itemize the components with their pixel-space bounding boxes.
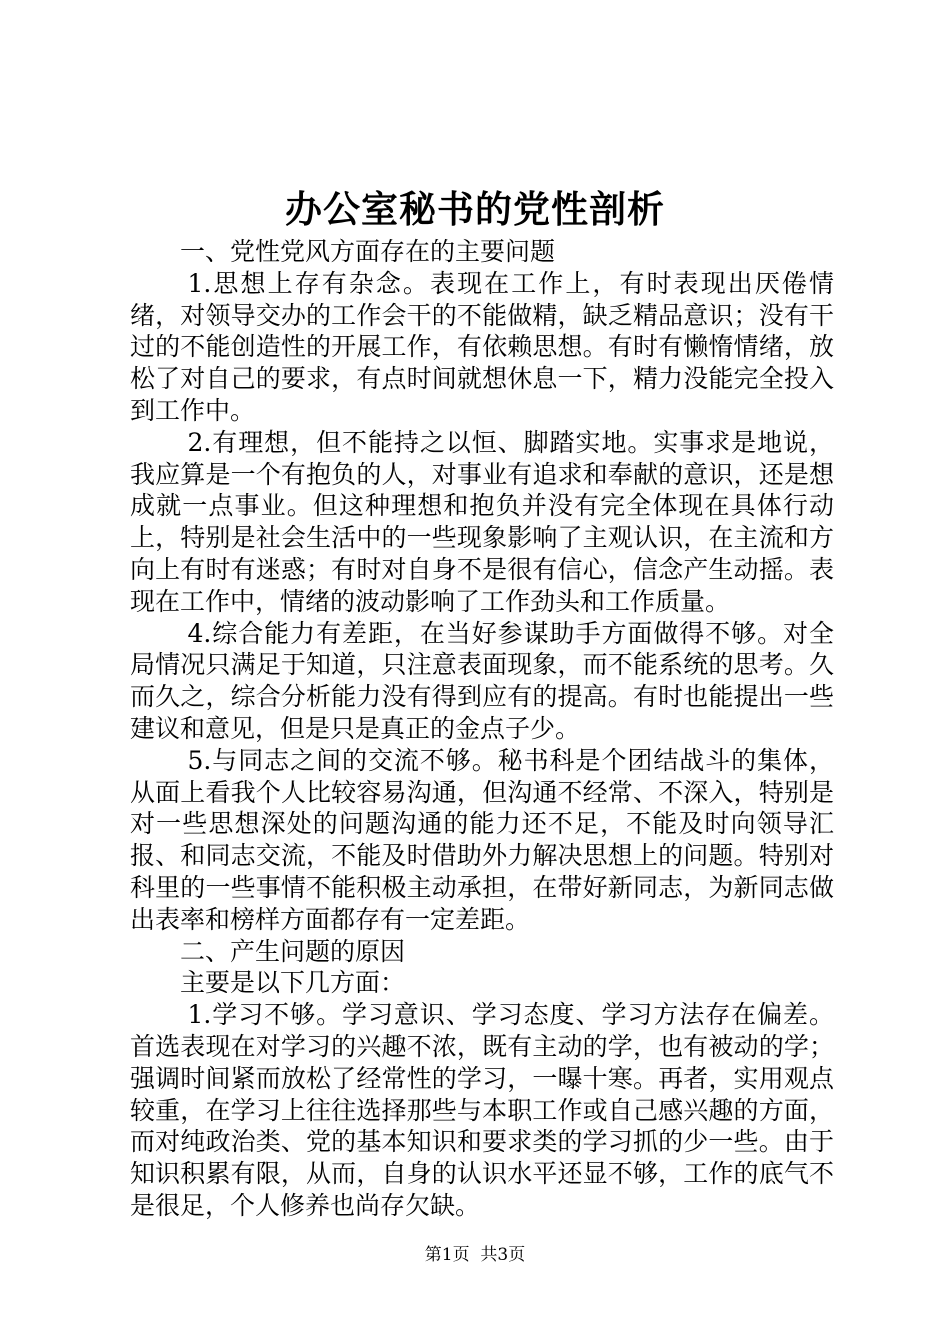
paragraph-problem-5: 5.与同志之间的交流不够。秘书科是个团结战斗的集体，从面上看我个人比较容易沟通，但沟通不经常、不深入，特别是对一些思想深处的问题沟通的能力还不足，不能及时向领导汇报、和同志交流，不能及时借助外力解决思想上的问题。特别对科里的一些事情不能积极主动承担，在带好新同志，为新同志做出表率和榜样方面都存有一定差距。 (130, 745, 834, 934)
paragraph-problem-4: 4.综合能力有差距，在当好参谋助手方面做得不够。对全局情况只满足于知道，只注意表面现象，而不能系统的思考。久而久之，综合分析能力没有得到应有的提高。有时也能提出一些建议和意见，但是只是真正的金点子少。 (130, 618, 834, 743)
paragraph-problem-1: 1.思想上存有杂念。表现在工作上，有时表现出厌倦情绪，对领导交办的工作会干的不能做精，缺乏精品意识；没有干过的不能创造性的开展工作，有依赖思想。有时有懒惰情绪，放松了对自己的要求，有点时间就想休息一下，精力没能完全投入到工作中。 (130, 268, 834, 425)
document-title: 办公室秘书的党性剖析 (285, 187, 665, 231)
page-total: 共3页 (480, 1245, 526, 1265)
paragraph-cause-1: 1.学习不够。学习意识、学习态度、学习方法存在偏差。首选表现在对学习的兴趣不浓，既有主动的学，也有被动的学；强调时间紧而放松了经常性的学习，一曝十寒。再者，实用观点较重，在学习上往往选择那些与本职工作或自己感兴趣的方面，而对纯政治类、党的基本知识和要求类的学习抓的少一些。由于知识积累有限，从而，自身的认识水平还显不够，工作的底气不是很足，个人修养也尚存欠缺。 (130, 1000, 834, 1220)
page-number: 第1页 (424, 1245, 470, 1265)
paragraph-problem-2: 2.有理想，但不能持之以恒、脚踏实地。实事求是地说，我应算是一个有抱负的人，对事业有追求和奉献的意识，还是想成就一点事业。但这种理想和抱负并没有完全体现在具体行动上，特别是社会生活中的一些现象影响了主观认识，在主流和方向上有时有迷惑；有时对自身不是很有信心，信念产生动摇。表现在工作中，情绪的波动影响了工作劲头和工作质量。 (130, 427, 834, 616)
section-heading-2: 二、产生问题的原因 (180, 936, 406, 966)
paragraph-intro: 主要是以下几方面： (180, 968, 406, 998)
document-body (130, 236, 834, 1222)
section-heading-1: 一、党性党风方面存在的主要问题 (180, 237, 556, 266)
page-footer (0, 1244, 950, 1266)
